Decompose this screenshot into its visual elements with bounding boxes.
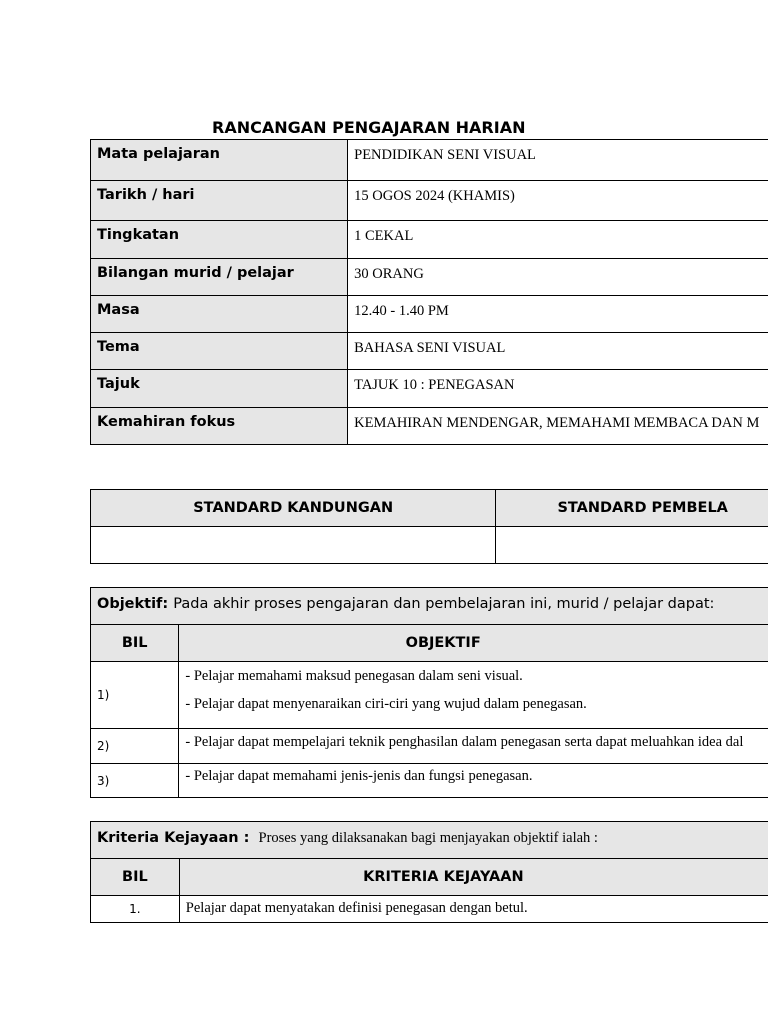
- info-value: 12.40 - 1.40 PM: [348, 296, 768, 333]
- kriteria-row: [91, 896, 768, 923]
- info-value: 1 CEKAL: [348, 221, 768, 259]
- objektif-bil: 1): [91, 662, 179, 729]
- kriteria-intro-row: [91, 822, 768, 859]
- objektif-label: Objektif:: [97, 596, 169, 612]
- kriteria-intro: Proses yang dilaksanakan bagi menjayakan objektif ialah :: [258, 830, 598, 846]
- objektif-line: - Pelajar dapat mempelajari teknik penghasilan dalam penegasan serta dapat meluahkan idea dal: [185, 734, 744, 750]
- standard-pembelajaran-header: STANDARD PEMBELA: [496, 490, 768, 527]
- info-value: BAHASA SENI VISUAL: [348, 333, 768, 370]
- kriteria-bil: 1.: [91, 896, 180, 923]
- objektif-header: OBJEKTIF: [179, 625, 768, 662]
- objektif-bil: 2): [91, 729, 179, 764]
- info-label: Mata pelajaran: [91, 140, 348, 181]
- objektif-text: [179, 662, 768, 729]
- info-label: Tarikh / hari: [91, 181, 348, 221]
- objektif-row: [91, 662, 768, 729]
- standard-kandungan-cell: [91, 527, 496, 564]
- kriteria-bil-header: BIL: [91, 859, 180, 896]
- info-row: [91, 370, 768, 408]
- kriteria-table: [90, 821, 768, 923]
- standard-pembelajaran-cell: [496, 527, 768, 564]
- objektif-row: [91, 729, 768, 764]
- kriteria-header: KRITERIA KEJAYAAN: [179, 859, 768, 896]
- objektif-line: - Pelajar dapat menyenaraikan ciri-ciri yang wujud dalam penegasan.: [185, 696, 587, 712]
- objektif-table: [90, 587, 768, 798]
- info-value: 15 OGOS 2024 (KHAMIS): [348, 181, 768, 221]
- info-label: Bilangan murid / pelajar: [91, 259, 348, 296]
- info-row: [91, 259, 768, 296]
- info-value: TAJUK 10 : PENEGASAN: [348, 370, 768, 408]
- standard-kandungan-header: STANDARD KANDUNGAN: [91, 490, 496, 527]
- info-label: Tingkatan: [91, 221, 348, 259]
- info-label: Kemahiran fokus: [91, 408, 348, 445]
- info-value: PENDIDIKAN SENI VISUAL: [348, 140, 768, 181]
- info-table: [90, 139, 768, 445]
- info-row: [91, 296, 768, 333]
- info-row: [91, 333, 768, 370]
- info-label: Tajuk: [91, 370, 348, 408]
- info-label: Masa: [91, 296, 348, 333]
- page-title: RANCANGAN PENGAJARAN HARIAN: [212, 118, 526, 137]
- info-value: 30 ORANG: [348, 259, 768, 296]
- kriteria-label: Kriteria Kejayaan :: [97, 830, 250, 846]
- info-row: [91, 408, 768, 445]
- info-label: Tema: [91, 333, 348, 370]
- objektif-line: - Pelajar memahami maksud penegasan dalam seni visual.: [185, 668, 523, 684]
- objektif-bil: 3): [91, 764, 179, 798]
- objektif-text: [179, 729, 768, 764]
- kriteria-text: Pelajar dapat menyatakan definisi penegasan dengan betul.: [179, 896, 768, 923]
- info-row: [91, 140, 768, 181]
- objektif-bil-header: BIL: [91, 625, 179, 662]
- info-row: [91, 181, 768, 221]
- objektif-intro: Pada akhir proses pengajaran dan pembelajaran ini, murid / pelajar dapat:: [173, 596, 715, 612]
- objektif-intro-row: [91, 588, 768, 625]
- objektif-line: - Pelajar dapat memahami jenis-jenis dan fungsi penegasan.: [185, 768, 533, 784]
- objektif-row: [91, 764, 768, 798]
- objektif-text: [179, 764, 768, 798]
- info-row: [91, 221, 768, 259]
- info-value: KEMAHIRAN MENDENGAR, MEMAHAMI MEMBACA DAN M: [348, 408, 768, 445]
- standard-table: [90, 489, 768, 564]
